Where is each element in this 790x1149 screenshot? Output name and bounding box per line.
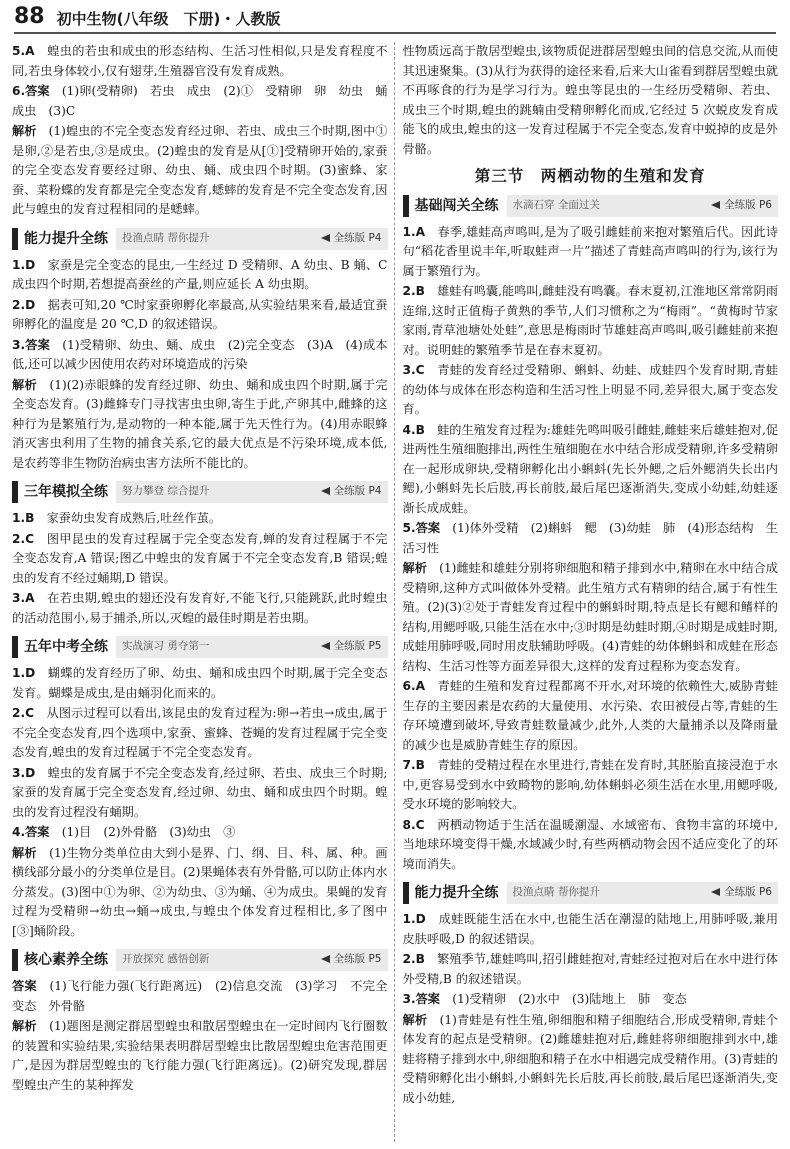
answer-block — [12, 977, 388, 1095]
entry-number: 2.B — [402, 952, 425, 966]
page-header — [14, 4, 776, 34]
entry-text: (1)受精卵 (2)水中 (3)陆地上 肺 变态 — [452, 992, 687, 1006]
answer-entry — [12, 509, 388, 529]
entry-number: 1.D — [12, 666, 36, 680]
entry-text: 青蛙的生殖和发育过程都离不开水,对环境的依赖性大,威胁青蛙生存的主要因素是农药的大量使用、水污染、农田被侵占等,青蛙的生存环境遭到破坏,导致青蛙数量减少,此外,人类的大量捕杀以及降雨量的减少也是威胁青蛙生存的原因。 — [402, 679, 778, 752]
entry-number: 3.C — [402, 363, 425, 377]
answer-entry — [403, 282, 779, 360]
entry-text: (1)受精卵、幼虫、蛹、成虫 (2)完全变态 (3)A (4)成本低,还可以减少因使用农药对环境造成的污染 — [12, 337, 388, 371]
entry-text: 图甲昆虫的发育过程属于完全变态发育,蝉的发育过程属于不完全变态发育,A 错误;图乙中蝗虫的发育属于不完全变态发育,B 错误;蝗虫的发育不经过蛹期,D 错误。 — [12, 531, 388, 585]
entry-text: (1)(2)赤眼蜂的发育经过卵、幼虫、蛹和成虫四个时期,属于完全变态发育。(3)雌蜂专门寻找害虫虫卵,寄生于此,产卵其中,雌蜂的这种行为是繁殖行为,是动物的一种本能,属于先天性行为。(4)用赤眼蜂消灭害虫利用了生物的捕食关系,它的最大优点是不污染环境,成本低,是农药等非生物防治病虫害方法所不能比的。 — [12, 377, 388, 470]
answer-block — [403, 910, 779, 1108]
section-bar — [12, 228, 388, 250]
left-column — [12, 42, 400, 1142]
section-bar-version: 全练版 P6 — [711, 196, 778, 216]
entry-number: 2.D — [12, 297, 36, 312]
entry-number: 解析 — [12, 1019, 37, 1033]
entry-number: 2.B — [402, 284, 425, 298]
section-bar-title: 五年中考全练 — [18, 636, 116, 658]
entry-text: 蝴蝶的发育经历了卵、幼虫、蛹和成虫四个时期,属于完全变态发育。蝴蝶是成虫,是由蛹羽化而来的。 — [12, 666, 388, 700]
entry-number: 1.B — [12, 511, 35, 525]
entry-number: 答案 — [12, 979, 38, 993]
answer-entry — [403, 910, 779, 949]
entry-text: 雄蛙有鸣囊,能鸣叫,雌蛙没有鸣囊。春末夏初,江淮地区常常阴雨连绵,这时正值梅子黄熟的季节,人们习惯称之为“梅雨”。“黄梅时节家家雨,青草池塘处处蛙”,意思是梅雨时节雄蛙高声鸣叫,吸引雌蛙前来抱对。说明蛙的繁殖季节是在春末夏初。 — [402, 284, 778, 357]
section-bar-version: 全练版 P5 — [321, 637, 388, 657]
content-columns — [12, 42, 778, 1142]
entry-number: 8.C — [402, 817, 425, 832]
entry-number: 解析 — [12, 845, 37, 860]
pen-icon — [321, 642, 330, 650]
answer-block — [12, 664, 388, 941]
answer-entry — [403, 950, 779, 989]
entry-number: 3.D — [12, 765, 36, 780]
answer-entry — [12, 256, 388, 295]
entry-number: 解析 — [12, 377, 37, 392]
entry-text: 从图示过程可以看出,该昆虫的发育过程为:卵→若虫→成虫,属于不完全变态发育,四个选项中,家蚕、蜜蜂、苍蝇的发育过程属于完全变态发育,蝗虫的发育过程属于不完全变态发育。 — [12, 706, 388, 759]
entry-text: 青蛙的发育经过受精卵、蝌蚪、幼蛙、成蛙四个发育时期,青蛙的幼体与成体在形态构造和生活习性上明显不同,差异很大,属于变态发育。 — [402, 363, 779, 416]
answer-entry — [12, 336, 388, 375]
entry-number: 1.D — [402, 912, 426, 926]
answer-block — [12, 509, 388, 628]
section-bar — [403, 882, 779, 904]
entry-number: 6.答案 — [12, 84, 50, 98]
entry-number: 1.D — [12, 257, 36, 272]
section-bar-subtitle: 投渔点睛 帮你提升 — [512, 886, 600, 899]
section-bar-version: 全练版 P5 — [321, 950, 388, 970]
entry-number: 解析 — [402, 561, 427, 575]
answer-entry — [12, 977, 388, 1016]
section-bar-title: 基础闯关全练 — [409, 195, 507, 217]
section-bar — [12, 636, 388, 658]
entry-text: 成蛙既能生活在水中,也能生活在潮湿的陆地上,用肺呼吸,兼用皮肤呼吸,D 的叙述错误。 — [402, 912, 779, 946]
answer-block — [12, 42, 400, 220]
answer-entry — [12, 122, 388, 220]
entry-number: 解析 — [402, 1012, 428, 1027]
entry-number: 3.答案 — [12, 337, 50, 352]
entry-text: 繁殖季节,雄蛙鸣叫,招引雌蛙抱对,青蛙经过抱对后在水中进行体外受精,B 的叙述错误。 — [402, 952, 778, 986]
section-bar-subtitle: 努力攀登 综合提升 — [122, 485, 210, 498]
entry-text: 蝗虫的发育属于不完全变态发育,经过卵、若虫、成虫三个时期;家蚕的发育属于完全变态发育,经过卵、幼虫、蛹和成虫四个时期。蝗虫的发育过程没有蛹期。 — [12, 765, 388, 819]
answer-entry — [403, 756, 779, 815]
page-number: 88 — [14, 4, 45, 29]
entry-text: (1)卵(受精卵) 若虫 成虫 (2)① 受精卵 卵 幼虫 蛹 成虫 (3)C — [12, 84, 400, 118]
answer-entry — [12, 823, 388, 843]
section-bar-subtitle: 水滴石穿 全面过关 — [512, 198, 600, 211]
entry-number: 3.答案 — [402, 992, 440, 1006]
answer-entry — [403, 361, 779, 420]
entry-number: 2.C — [12, 531, 35, 546]
answer-entry — [403, 1011, 779, 1109]
section-bar-version: 全练版 P6 — [711, 883, 778, 903]
entry-text: 家蚕幼虫发育成熟后,吐丝作茧。 — [46, 511, 222, 525]
section-bar-subtitle: 开放探究 感悟创新 — [122, 953, 210, 966]
answer-entry — [12, 530, 388, 589]
answer-entry — [403, 559, 779, 676]
entry-text: (1)雌蛙和雄蛙分别将卵细胞和精子排到水中,精卵在水中结合成受精卵,这种方式叫做体外受精。此生殖方式有精卵的结合,属于有性生殖。(2)(3)②处于青蛙发育过程中的蝌蚪时期,特点是长有鳃和鳍样的结构,用鳃呼吸,只能生活在水中;③时期是幼蛙时期,④时期是成蛙时期,成蛙用肺呼吸,同时用皮肤辅助呼吸。(4)青蛙的幼体蝌蚪和成蛙在形态结构、生活习性等方面差异很大,这样的发育过程称为变态发育。 — [402, 561, 778, 673]
answer-entry — [12, 1017, 388, 1095]
entry-number: 5.A — [12, 44, 35, 58]
answer-block — [12, 256, 388, 474]
entry-text: 蝗虫的若虫和成虫的形态结构、生活习性相似,只是发育程度不同,若虫身体较小,仅有翅芽,生殖器官没有发育成熟。 — [12, 44, 388, 78]
entry-text: 据表可知,20 ℃时家蚕卵孵化率最高,从实验结果来看,最适宜蚕卵孵化的温度是 20 ℃,D 的叙述错误。 — [12, 297, 388, 331]
entry-number: 1.A — [402, 224, 426, 239]
section-bar-title: 三年模拟全练 — [18, 481, 116, 503]
entry-text: 在若虫期,蝗虫的翅还没有发育好,不能飞行,只能跳跃,此时蝗虫的活动范围小,易于捕杀,所以,灭蝗的最佳时期是若虫期。 — [12, 591, 388, 625]
entry-text: 青蛙的受精过程在水里进行,青蛙在发育时,其胚胎直接浸泡于水中,更容易受到水中致畸物的影响,幼体蝌蚪必须生活在水里,用鳃呼吸,受水环境的影响较大。 — [402, 758, 779, 811]
section-bar-version: 全练版 P4 — [321, 229, 388, 249]
pen-icon — [321, 234, 330, 242]
entry-text: (1)目 (2)外骨骼 (3)幼虫 ③ — [61, 825, 236, 839]
answer-entry — [12, 296, 388, 335]
section-heading: 第三节 两栖动物的生殖和发育 — [474, 167, 706, 185]
pen-icon — [321, 487, 330, 495]
section-bar-title: 核心素养全练 — [18, 949, 116, 971]
entry-number: 5.答案 — [402, 521, 441, 535]
entry-text: (1)题图是测定群居型蝗虫和散居型蝗虫在一定时间内飞行圈数的装置和实验结果,实验结果表明群居型蝗虫比散居型蝗虫危害范围更广,是因为群居型蝗虫的飞行能力强(飞行距离远)。(2)研究发现,群居型蝗虫产生的某种挥发 — [12, 1019, 388, 1092]
answer-entry — [403, 990, 779, 1010]
entry-text: (1)蝗虫的不完全变态发育经过卵、若虫、成虫三个时期,图中①是卵,②是若虫,③是成虫。(2)蝗虫的发育是从[①]受精卵开始的,家蚕的完全变态发育要经过卵、幼虫、蛹、成虫四个时期。(3)蜜蜂、家蚕、菜粉蝶的发育都是完全变态发育,蟋蟀的发育是不完全变态发育,因此与蝗虫的发育过程相同的是蟋蟀。 — [12, 124, 388, 216]
answer-entry — [12, 704, 388, 763]
entry-text: (1)青蛙是有性生殖,卵细胞和精子细胞结合,形成受精卵,青蛙个体发育的起点是受精卵。(2)雌雄蛙抱对后,雌蛙将卵细胞排到水中,雄蛙将精子排到水中,卵细胞和精子在水中相遇完成受精作用。(3)青蛙的受精卵孵化出小蝌蚪,小蝌蚪先长后肢,再长前肢,最后尾巴逐渐消失,变成小幼蛙, — [402, 1012, 779, 1105]
entry-text: 家蚕是完全变态的昆虫,一生经过 D 受精卵、A 幼虫、B 蛹、C 成虫四个时期,若想提高蚕丝的产量,则应延长 A 幼虫期。 — [12, 257, 388, 291]
entry-text: (1)生物分类单位由大到小是界、门、纲、目、科、属、种。画横线部分最小的分类单位是目。(2)果蝇体表有外骨骼,可以防止体内水分蒸发。(3)图中①为卵、②为幼虫、③为蛹、④为成虫。果蝇的发育过程为受精卵→幼虫→蛹→成虫,与蝗虫个体发育过程相比,多了图中[③]蛹阶段。 — [12, 845, 388, 938]
continued-text: 性物质远高于散居型蝗虫,该物质促进群居型蝗虫间的信息交流,从而使其迅速聚集。(3)从行为获得的途径来看,后来大山雀看到群居型蝗虫就不再啄食的行为是学习行为。蝗虫等昆虫的一生经历受精卵、若虫、成虫三个时期,蝗虫的跳蝻由受精卵孵化而成,它经过 5 次蜕皮发育成能飞的成虫,蝗虫的这一发育过程属于不完全变态,发育中蜕掉的皮是外骨骼。 — [402, 44, 778, 156]
entry-number: 2.C — [12, 706, 35, 720]
answer-entry — [12, 42, 388, 81]
answer-entry — [403, 223, 779, 282]
entry-text: 两栖动物适于生活在温暖潮湿、水域密布、食物丰富的环境中,当地球环境变得干燥,水域减少时,有些两栖动物会因不适应变化了的环境而消失。 — [402, 817, 779, 871]
pen-icon — [711, 888, 720, 896]
book-title: 初中生物(八年级 下册)・人教版 — [56, 10, 281, 28]
section-bar-version: 全练版 P4 — [321, 482, 388, 502]
right-column — [395, 42, 779, 1142]
entry-number: 3.A — [12, 591, 35, 605]
section-bar-subtitle: 实战演习 勇夺第一 — [122, 640, 210, 653]
section-bar — [12, 481, 388, 503]
answer-entry — [12, 376, 388, 474]
entry-text: (1)体外受精 (2)蝌蚪 鳃 (3)幼蛙 肺 (4)形态结构 生活习性 — [402, 521, 778, 555]
entry-number: 6.A — [402, 679, 426, 693]
pen-icon — [321, 955, 330, 963]
answer-entry — [12, 589, 388, 628]
entry-number: 7.B — [402, 758, 425, 772]
entry-text: (1)飞行能力强(飞行距离远) (2)信息交流 (3)学习 不完全变态 外骨骼 — [12, 979, 388, 1013]
answer-entry — [403, 519, 779, 558]
answer-entry — [12, 82, 400, 121]
answer-entry — [12, 844, 388, 942]
answer-entry — [403, 677, 779, 755]
answer-entry — [403, 816, 779, 875]
answer-block — [403, 223, 779, 875]
entry-number: 解析 — [12, 124, 37, 138]
answer-entry — [12, 664, 388, 703]
section-bar-subtitle: 投渔点睛 帮你提升 — [122, 231, 210, 244]
entry-text: 蛙的生殖发育过程为:雄蛙先鸣叫吸引雌蛙,雌蛙来后雄蛙抱对,促进两性生殖细胞排出,两性生殖细胞在水中结合形成受精卵,许多受精卵在一起形成卵块,受精卵孵化出小蝌蚪(先长外鳃,之后外鳃消失长出内鳃),小蝌蚪先长后肢,再长前肢,最后尾巴逐渐消失,变成小幼蛙,幼蛙逐渐长成成蛙。 — [402, 422, 779, 515]
section-bar — [403, 195, 779, 217]
entry-number: 4.答案 — [12, 825, 50, 839]
section-bar-title: 能力提升全练 — [18, 228, 116, 250]
section-bar-title: 能力提升全练 — [409, 882, 507, 904]
answer-entry — [12, 764, 388, 823]
answer-entry — [403, 421, 779, 519]
section-bar — [12, 949, 388, 971]
entry-text: 春季,雄蛙高声鸣叫,是为了吸引雌蛙前来抱对繁殖后代。因此诗句“稻花香里说丰年,听取蛙声一片”描述了青蛙高声鸣叫的行为,该行为属于繁殖行为。 — [402, 224, 778, 278]
pen-icon — [711, 201, 720, 209]
entry-number: 4.B — [402, 422, 425, 437]
